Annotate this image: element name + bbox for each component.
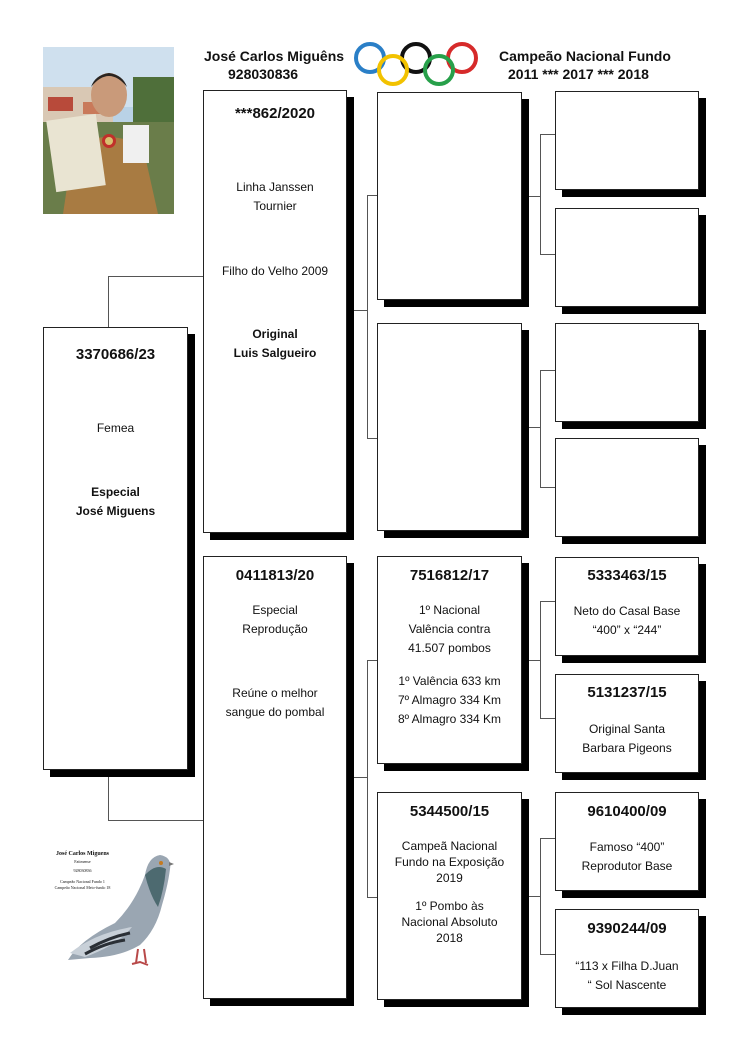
pigeon-card bbox=[40, 845, 180, 975]
subject-note: José Miguens bbox=[75, 504, 156, 518]
pigeon-card-title: Campeão Nacional Fundo 1 bbox=[60, 879, 105, 884]
sire-ring: ***862/2020 bbox=[234, 105, 316, 122]
connector-line bbox=[540, 370, 555, 371]
dam-ring: 0411813/20 bbox=[235, 567, 315, 584]
ggp-line: Neto do Casal Base bbox=[573, 604, 681, 618]
dam-sire-line: 41.507 pombos bbox=[408, 641, 491, 655]
connector-line bbox=[540, 601, 541, 718]
ggp-card bbox=[555, 323, 699, 422]
pigeon-card-place: Fatimense bbox=[74, 859, 91, 864]
sire-sire-card bbox=[377, 92, 522, 300]
pigeon-card-title: Campeão Nacional Meio-fundo 18 bbox=[54, 885, 111, 890]
ggp-line: “ Sol Nascente bbox=[587, 978, 667, 992]
ggp-ring: 9390244/09 bbox=[587, 920, 667, 937]
dam-dam-line: Fundo na Exposição bbox=[394, 855, 505, 869]
breeder-photo-image bbox=[43, 47, 174, 214]
sire-line: Filho do Velho 2009 bbox=[221, 264, 329, 278]
ggp-ring: 5131237/15 bbox=[587, 684, 667, 701]
connector-line bbox=[540, 718, 555, 719]
dam-dam-line: 1º Pombo às bbox=[415, 899, 484, 913]
sire-dam-card bbox=[377, 323, 522, 531]
olympic-rings-logo bbox=[346, 42, 486, 86]
breeder-photo bbox=[43, 47, 174, 214]
ggp-card bbox=[555, 557, 699, 656]
ggp-line: “113 x Filha D.Juan bbox=[575, 959, 679, 973]
ggp-card bbox=[555, 208, 699, 307]
sire-note: Luis Salgueiro bbox=[233, 346, 317, 360]
connector-line bbox=[522, 427, 540, 428]
dam-dam-card bbox=[377, 792, 522, 1000]
ggp-line: “400” x “244” bbox=[592, 623, 662, 637]
connector-line bbox=[540, 487, 555, 488]
dam-dam-line: Nacional Absoluto bbox=[401, 915, 498, 929]
dam-sire-line: 7º Almagro 334 Km bbox=[397, 693, 502, 707]
dam-dam-line: 2018 bbox=[436, 931, 463, 945]
breeder-name: José Carlos Miguêns bbox=[204, 48, 345, 64]
connector-line bbox=[367, 195, 368, 438]
connector-line bbox=[522, 196, 540, 197]
pigeon-card-name: José Carlos Miguens bbox=[56, 851, 109, 857]
pigeon-image bbox=[40, 845, 180, 975]
connector-line bbox=[522, 896, 540, 897]
dam-line: Reprodução bbox=[242, 622, 308, 636]
dam-sire-card bbox=[377, 556, 522, 764]
sire-note: Original bbox=[252, 327, 298, 341]
dam-dam-line: Campeã Nacional bbox=[401, 839, 498, 853]
connector-line bbox=[540, 134, 555, 135]
connector-line bbox=[540, 254, 555, 255]
connector-line bbox=[540, 954, 555, 955]
ggp-card bbox=[555, 792, 699, 891]
dam-card bbox=[203, 556, 347, 999]
sire-card bbox=[203, 90, 347, 533]
ggp-line: Famoso “400” bbox=[589, 840, 665, 854]
ggp-card bbox=[555, 909, 699, 1008]
connector-line bbox=[540, 370, 541, 487]
ggp-card bbox=[555, 438, 699, 537]
dam-sire-line: 1º Nacional bbox=[418, 603, 481, 617]
champion-years: 2011 *** 2017 *** 2018 bbox=[508, 66, 649, 82]
champion-title: Campeão Nacional Fundo bbox=[499, 48, 671, 64]
ggp-card bbox=[555, 91, 699, 190]
connector-line bbox=[540, 838, 555, 839]
connector-line bbox=[108, 770, 109, 820]
subject-note: Especial bbox=[91, 485, 140, 499]
dam-sire-line: 8º Almagro 334 Km bbox=[397, 712, 502, 726]
dam-dam-line: 2019 bbox=[436, 871, 463, 885]
ggp-line: Original Santa bbox=[588, 722, 666, 736]
pigeon-card-phone: 928030836 bbox=[73, 868, 92, 873]
dam-line: sangue do pombal bbox=[225, 705, 325, 719]
dam-dam-ring: 5344500/15 bbox=[409, 803, 490, 820]
connector-line bbox=[354, 310, 367, 311]
subject-sex: Femea bbox=[96, 421, 135, 435]
connector-line bbox=[108, 276, 204, 277]
subject-ring: 3370686/23 bbox=[75, 346, 156, 363]
connector-line bbox=[108, 276, 109, 328]
connector-line bbox=[108, 820, 204, 821]
connector-line bbox=[540, 601, 555, 602]
sire-line: Tournier bbox=[253, 199, 297, 213]
connector-line bbox=[354, 777, 367, 778]
ggp-line: Barbara Pigeons bbox=[582, 741, 672, 755]
ggp-card bbox=[555, 674, 699, 773]
dam-sire-ring: 7516812/17 bbox=[409, 567, 490, 584]
ggp-ring: 9610400/09 bbox=[587, 803, 667, 820]
breeder-phone: 928030836 bbox=[228, 66, 299, 82]
connector-line bbox=[540, 838, 541, 954]
dam-line: Especial bbox=[252, 603, 298, 617]
connector-line bbox=[522, 660, 540, 661]
ggp-line: Reprodutor Base bbox=[581, 859, 673, 873]
sire-line: Linha Janssen bbox=[236, 180, 314, 194]
dam-sire-line: 1º Valência 633 km bbox=[398, 674, 501, 688]
connector-line bbox=[367, 660, 368, 897]
dam-line: Reúne o melhor bbox=[232, 686, 318, 700]
connector-line bbox=[540, 134, 541, 254]
subject-card bbox=[43, 327, 188, 770]
ggp-ring: 5333463/15 bbox=[587, 567, 667, 584]
dam-sire-line: Valência contra bbox=[408, 622, 491, 636]
